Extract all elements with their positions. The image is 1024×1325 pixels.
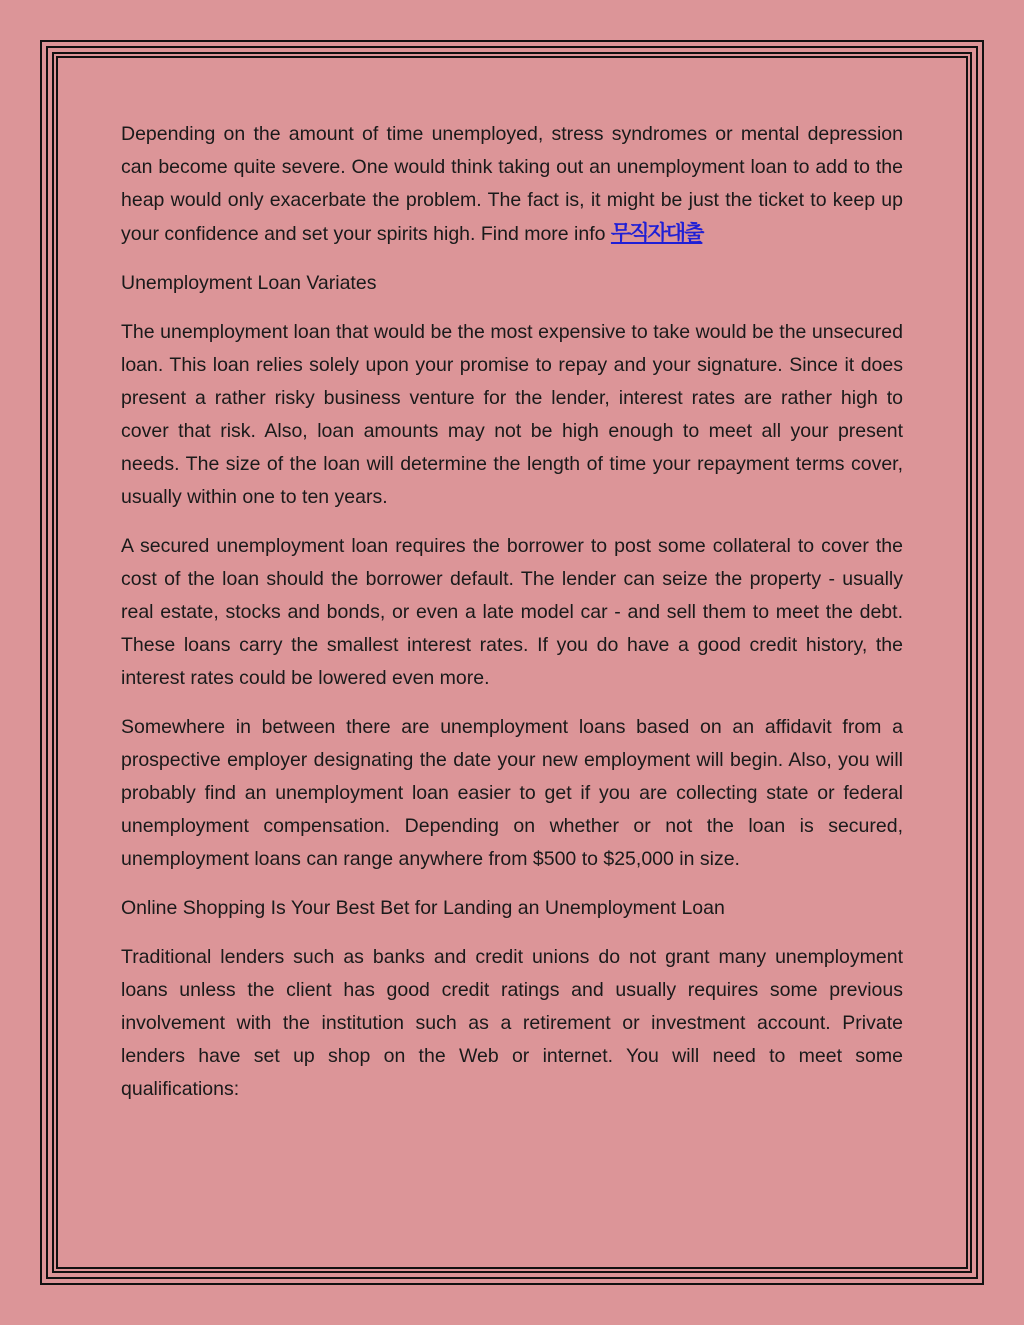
paragraph-affidavit-loans: Somewhere in between there are unemployment loans based on an affidavit from a prospective employer designating the date your new employment will begin. Also, you will probably find an unemployment loan easier to get if you are collecting state or federal unemployment compensation. Depending on whether or not the loan is secured, unemployment loans can range anywhere from $500 to $25,000 in size.	[121, 716, 903, 870]
more-info-link[interactable]: 무직자대출	[610, 222, 703, 245]
paragraph-intro-text: Depending on the amount of time unemployed, stress syndromes or mental depression can become quite severe. One would think taking out an unemployment loan to add to the heap would only exacerbate the problem. The fact is, it might be just the ticket to keep up your confidence and set your spirits high. Find more info	[121, 123, 903, 245]
section-heading-online-shopping: Online Shopping Is Your Best Bet for Landing an Unemployment Loan	[121, 897, 725, 919]
paragraph-secured-loan: A secured unemployment loan requires the borrower to post some collateral to cover the cost of the loan should the borrower default. The lender can seize the property - usually real estate, stocks and bonds, or even a late model car - and sell them to meet the debt. These loans carry the smallest interest rates. If you do have a good credit history, the interest rates could be lowered even more.	[121, 535, 903, 689]
document-body	[121, 118, 903, 1122]
paragraph-traditional-lenders: Traditional lenders such as banks and credit unions do not grant many unemployment loans unless the client has good credit ratings and usually requires some previous involvement with the institution such as a retirement or investment account. Private lenders have set up shop on the Web or internet. You will need to meet some qualifications:	[121, 946, 903, 1100]
paragraph-intro	[121, 118, 903, 251]
paragraph-unsecured-loan: The unemployment loan that would be the most expensive to take would be the unsecured loan. This loan relies solely upon your promise to repay and your signature. Since it does present a rather risky business venture for the lender, interest rates are rather high to cover that risk. Also, loan amounts may not be high enough to meet all your present needs. The size of the loan will determine the length of time your repayment terms cover, usually within one to ten years.	[121, 321, 903, 508]
section-heading-loan-variates: Unemployment Loan Variates	[121, 272, 377, 294]
